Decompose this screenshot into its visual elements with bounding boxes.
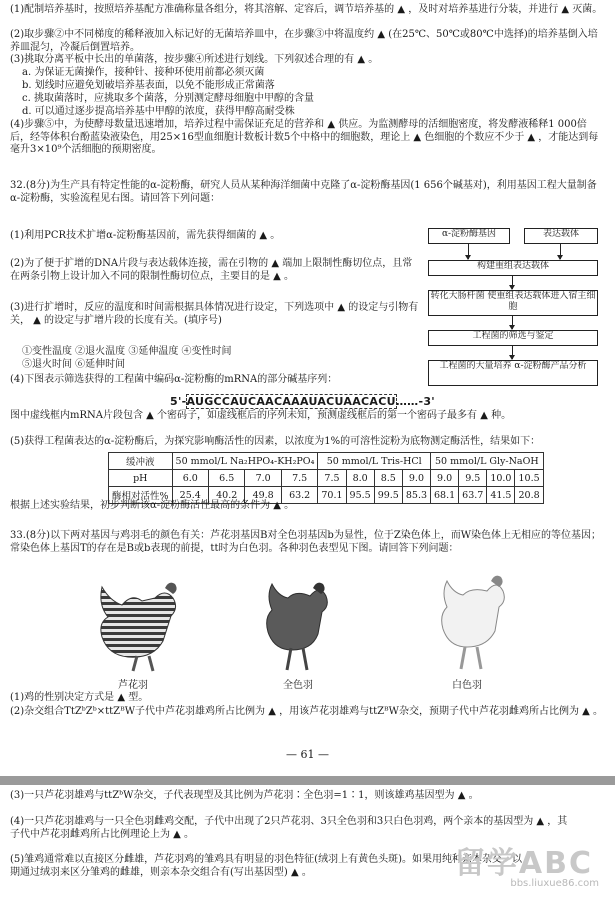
q33-s2: (2)杂交组合TtZᵇZᵇ×ttZᴮW子代中芦花羽雄鸡所占比例为 ▲ ，用该芦花羽雄鸡与ttZᴮW杂交，预期子代中芦花羽雌鸡所占比例为 ▲ 。 <box>10 706 604 717</box>
white-rooster-image <box>425 575 515 673</box>
line-q3: (3)挑取分离平板中长出的单菌落，按步骤④所述进行划线。下列叙述合理的有 ▲ 。 <box>10 54 379 65</box>
activity-cell: 49.8 <box>245 487 281 504</box>
activity-cell: 70.1 <box>318 487 346 504</box>
ph-cell: 8.0 <box>346 470 374 487</box>
enzyme-activity-table <box>108 452 544 504</box>
q32-s4: (4)下图表示筛选获得的工程菌中编码α-淀粉酶的mRNA的部分碱基序列： <box>10 374 338 385</box>
flow-arrow <box>512 345 513 359</box>
q32-s5: (5)获得工程菌表达的α-淀粉酶后，为探究影响酶活性的因素，以浓度为1%的可溶性淀粉为底物测定酶活性，结果如下： <box>10 436 541 447</box>
page-number: — 61 — <box>286 748 329 761</box>
activity-cell: 41.5 <box>487 487 515 504</box>
q32-intro: 32.(8分)为生产具有特定性能的α-淀粉酶，研究人员从某种海洋细菌中克隆了α-淀粉酶基因(1 656个碱基对)，利用基因工程大量制备α-淀粉酶，实验流程见右图。请回答下列问题： <box>10 180 597 204</box>
mrna-sequence <box>170 395 435 408</box>
flow-transform: 转化大肠杆菌 使重组表达载体进入宿主细胞 <box>428 290 598 316</box>
flow-culture: 工程菌的大量培养 α-淀粉酶产品分析 <box>428 360 598 386</box>
ph-cell: 9.0 <box>402 470 430 487</box>
q32-s3-options: ①变性温度 ②退火温度 ③延伸温度 ④变性时间 <box>22 346 232 357</box>
q32-s2: (2)为了便于扩增的DNA片段与表达载体连接，需在引物的 ▲ 端加上限制性酶切位点，且常在两条引物上设计加入不同的限制性酶切位点，主要目的是 ▲ 。 <box>10 258 413 282</box>
activity-cell: 85.3 <box>402 487 430 504</box>
ph-cell: 6.0 <box>172 470 208 487</box>
flow-screen: 工程菌的筛选与鉴定 <box>428 330 598 346</box>
ph-row <box>109 470 544 487</box>
option-d: d. 可以通过逐步提高培养基中甲醇的浓度，获得甲醇高耐受株 <box>22 106 295 117</box>
watermark-url: bbs.liuxue86.com <box>510 878 599 889</box>
page-separator <box>0 776 615 785</box>
ph-cell: 10.5 <box>515 470 543 487</box>
activity-label: 酶相对活性% <box>109 487 173 504</box>
q33-s5: (5)雏鸡通常难以直接区分雌雄，芦花羽鸡的雏鸡具有明显的羽色特征(绒羽上有黄色头斑)。如果用纯种亲本杂交，以期通过绒羽来区分雏鸡的雌雄，则亲本杂交组合有(写出基因型) ▲ 。 <box>10 854 522 878</box>
buffer-2: 50 mmol/L Tris-HCl <box>318 453 431 470</box>
activity-cell: 95.5 <box>346 487 374 504</box>
activity-cell: 20.8 <box>515 487 543 504</box>
ph-cell: 7.0 <box>245 470 281 487</box>
activity-cell: 68.1 <box>431 487 459 504</box>
activity-cell: 25.4 <box>172 487 208 504</box>
q33-intro: 33.(8分)以下两对基因与鸡羽毛的颜色有关：芦花羽基因B对全色羽基因b为显性，位于Z染色体上，而W染色体上无相应的等位基因；常染色体上基因T的存在是B或b表现的前提，tt时为白色羽。各种羽色表型见下图。请回答下列问题： <box>10 530 602 554</box>
option-c: c. 挑取菌落时，应挑取多个菌落，分别测定酵母细胞中甲醇的含量 <box>22 93 314 104</box>
ph-cell: 7.5 <box>281 470 318 487</box>
barred-rooster-image <box>85 578 195 673</box>
line-q2: (2)取步骤②中不同梯度的稀释液加入标记好的无菌培养皿中，在步骤③中将温度约 ▲ (在25℃、50℃或80℃中选择)的培养基倒入培养皿混匀，冷凝后倒置培养。 <box>10 29 598 53</box>
mrna-suffix: ……-3' <box>395 395 435 408</box>
q32-s3-options-2: ⑤退火时间 ⑥延伸时间 <box>22 359 126 370</box>
q33-s3: (3)一只芦花羽雄鸡与ttZᵇW杂交，子代表现型及其比例为芦花羽∶全色羽=1∶1，则该雄鸡基因型为 ▲ 。 <box>10 790 479 801</box>
ph-cell: 9.0 <box>431 470 459 487</box>
flow-gene: α-淀粉酶基因 <box>428 228 510 244</box>
buffer-1: 50 mmol/L Na₂HPO₄-KH₂PO₄ <box>172 453 318 470</box>
q32-s1: (1)利用PCR技术扩增α-淀粉酶基因前，需先获得细菌的 ▲ 。 <box>10 230 281 241</box>
caption-barred: 芦花羽 <box>118 680 148 691</box>
flow-vector: 表达载体 <box>524 228 598 244</box>
ph-cell: 6.5 <box>208 470 244 487</box>
flow-construct: 构建重组表达载体 <box>428 260 598 276</box>
table-header-buffer: 缓冲液 <box>109 453 173 470</box>
full-color-rooster-image <box>255 578 340 673</box>
ph-cell: 8.5 <box>374 470 402 487</box>
watermark-logo: 留学ABC <box>454 846 593 881</box>
mrna-dashed-box: AUGCCAUCAACAAAUACUAACACU <box>186 395 396 408</box>
line-q1: (1)配制培养基时，按照培养基配方准确称量各组分，将其溶解、定容后，调节培养基的 ▲ ，及时对培养基进行分装，并进行 ▲ 灭菌。 <box>10 4 603 15</box>
q32-s4b: 图中虚线框内mRNA片段包含 ▲ 个密码子，如虚线框后的序列未知，预测虚线框后的第一个密码子最多有 ▲ 种。 <box>10 410 512 421</box>
buffer-3: 50 mmol/L Gly-NaOH <box>431 453 544 470</box>
q33-s1: (1)鸡的性别决定方式是 ▲ 型。 <box>10 692 149 703</box>
caption-white: 白色羽 <box>452 680 482 691</box>
q32-s3: (3)进行扩增时，反应的温度和时间需根据具体情况进行设定，下列选项中 ▲ 的设定与引物有关， ▲ 的设定与扩增片段的长度有关。(填序号) <box>10 302 419 326</box>
flow-arrow <box>512 315 513 329</box>
flow-arrow <box>468 243 469 259</box>
option-b: b. 划线时应避免划破培养基表面，以免不能形成正常菌落 <box>22 80 275 91</box>
activity-cell: 63.2 <box>281 487 318 504</box>
caption-full-color: 全色羽 <box>283 680 313 691</box>
mrna-prefix: 5'- <box>170 395 187 408</box>
ph-cell: 9.5 <box>459 470 487 487</box>
activity-cell: 99.5 <box>374 487 402 504</box>
line-q4: (4)步骤⑤中，为使酵母数量迅速增加，培养过程中需保证充足的营养和 ▲ 供应。为监测酵母的活细胞密度，将发酵液稀释1 000倍后，经等体积台酚蓝染液染色，用25×16型血细胞计数板计数5个中格中的细胞数，理论上 ▲ 色细胞的个数应不少于 ▲ ，才能达到每毫升3×10⁹个活细胞的预期密度。 <box>10 119 599 155</box>
q32-s5b: 根据上述实验结果，初步判断该α-淀粉酶活性最高的条件为 ▲ 。 <box>10 500 295 511</box>
option-a: a. 为保证无菌操作，接种针、接种环使用前都必须灭菌 <box>22 67 265 78</box>
activity-cell: 63.7 <box>459 487 487 504</box>
ph-cell: 7.5 <box>318 470 346 487</box>
flow-arrow <box>560 243 561 259</box>
ph-cell: 10.0 <box>487 470 515 487</box>
ph-label: pH <box>109 470 173 487</box>
activity-cell: 40.2 <box>208 487 244 504</box>
q33-s4: (4)一只芦花羽雄鸡与一只全色羽雌鸡交配，子代中出现了2只芦花羽、3只全色羽和3只白色羽鸡，两个亲本的基因型为 ▲ ，其子代中芦花羽雌鸡所占比例理论上为 ▲ 。 <box>10 816 568 840</box>
flow-arrow <box>512 275 513 289</box>
